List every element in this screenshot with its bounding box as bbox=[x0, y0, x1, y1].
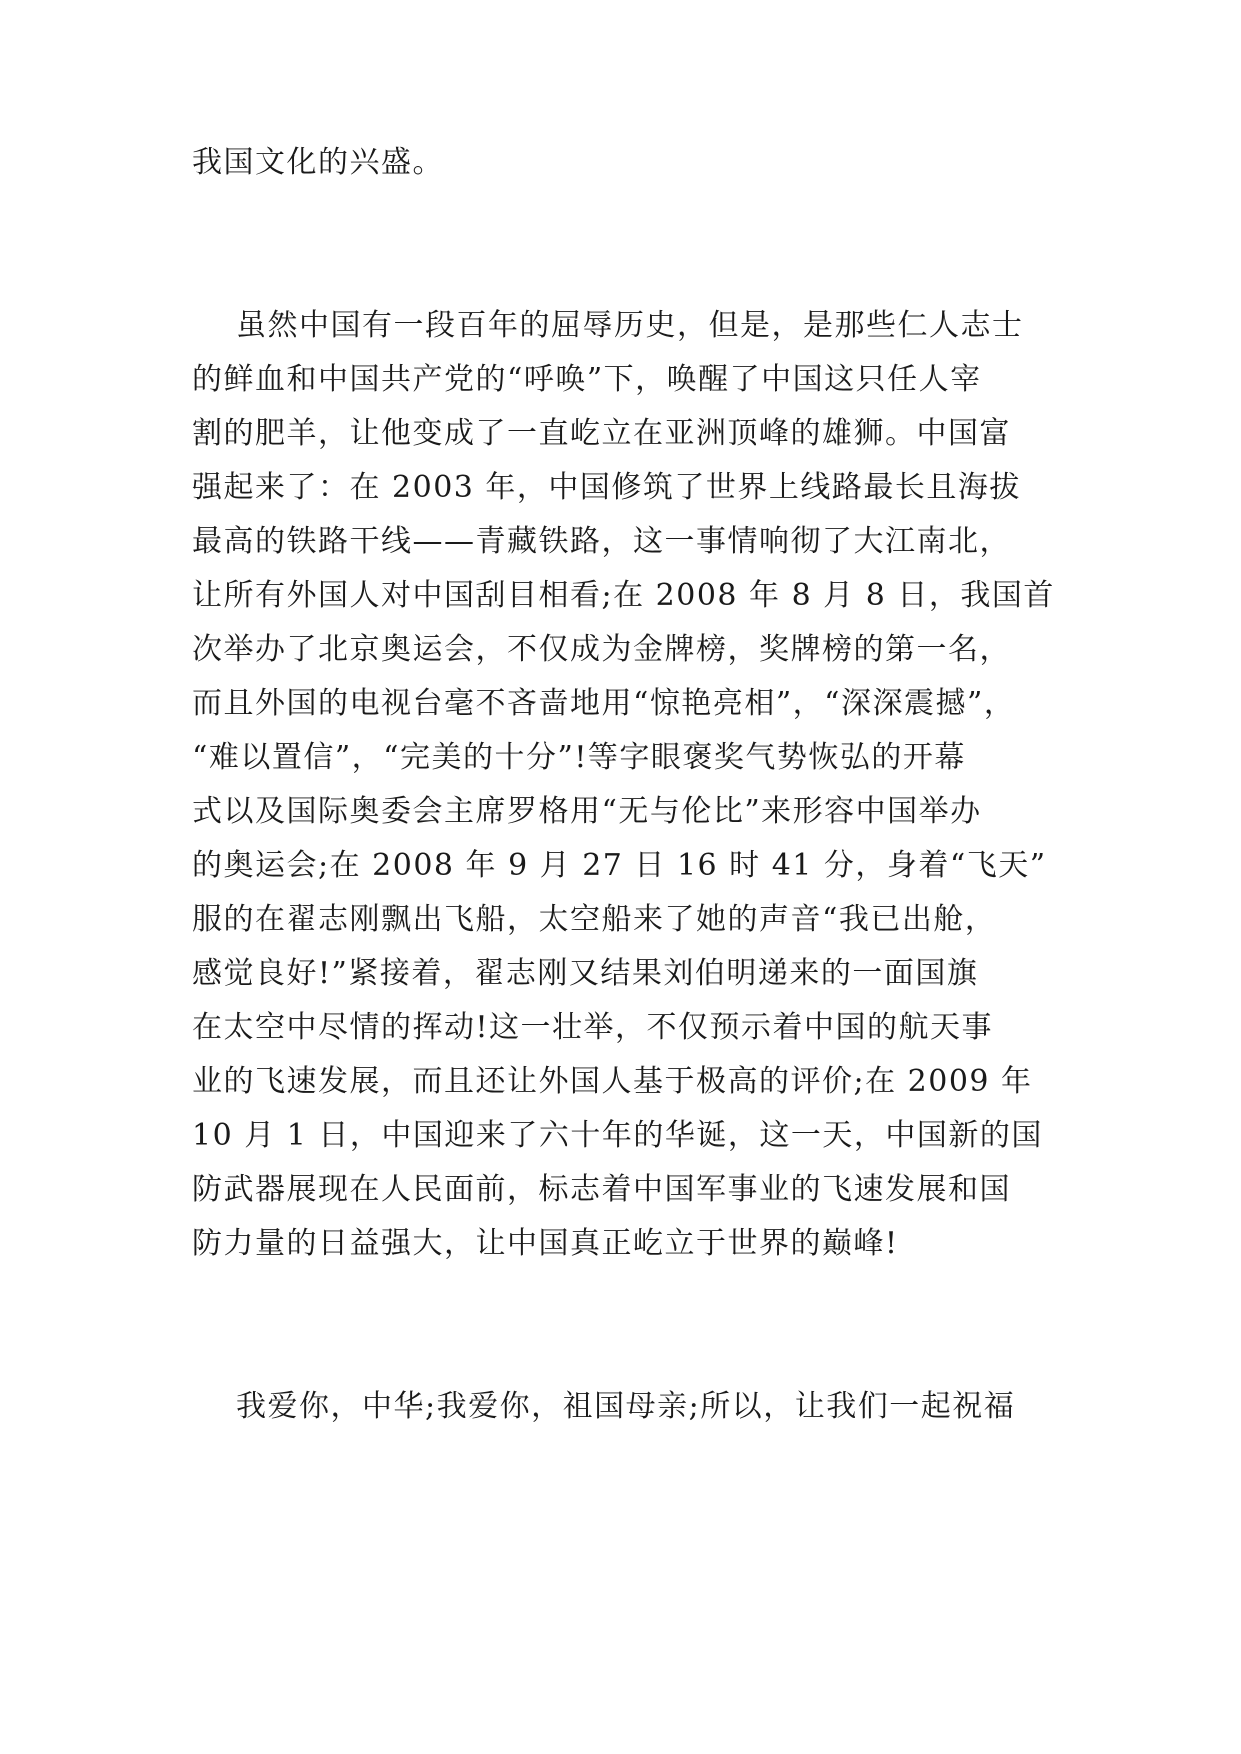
paragraph-line: 服的在翟志刚飘出飞船，太空船来了她的声音“我已出舱， bbox=[192, 902, 997, 937]
paragraph-line: 次举办了北京奥运会，不仅成为金牌榜，奖牌榜的第一名， bbox=[192, 632, 1011, 667]
paragraph-line: 防力量的日益强大，让中国真正屹立于世界的巅峰! bbox=[192, 1226, 899, 1261]
paragraph-line: 割的肥羊，让他变成了一直屹立在亚洲顶峰的雄狮。中国富 bbox=[192, 416, 1011, 451]
paragraph-line: 我爱你，中华;我爱你，祖国母亲;所以，让我们一起祝福 bbox=[236, 1389, 1016, 1424]
paragraph-line: 虽然中国有一段百年的屈辱历史，但是，是那些仁人志士 bbox=[236, 308, 1024, 343]
paragraph-line: 的鲜血和中国共产党的“呼唤”下，唤醒了中国这只任人宰 bbox=[192, 362, 982, 397]
paragraph-line: 强起来了：在 2003 年，中国修筑了世界上线路最长且海拔 bbox=[192, 470, 1021, 505]
paragraph-line: 感觉良好!”紧接着，翟志刚又结果刘伯明递来的一面国旗 bbox=[192, 956, 979, 991]
paragraph-line: 在太空中尽情的挥动!这一壮举，不仅预示着中国的航天事 bbox=[192, 1010, 994, 1045]
paragraph-line: 10 月 1 日，中国迎来了六十年的华诞，这一天，中国新的国 bbox=[192, 1118, 1043, 1153]
paragraph-line: 防武器展现在人民面前，标志着中国军事业的飞速发展和国 bbox=[192, 1172, 1011, 1207]
paragraph-line: 而且外国的电视台毫不吝啬地用“惊艳亮相”，“深深震撼”， bbox=[192, 686, 1016, 721]
paragraph-line: 最高的铁路干线——青藏铁路，这一事情响彻了大江南北， bbox=[192, 524, 1011, 559]
paragraph-line: 的奥运会;在 2008 年 9 月 27 日 16 时 41 分，身着“飞天” bbox=[192, 848, 1047, 883]
paragraph-line: “难以置信”，“完美的十分”!等字眼褒奖气势恢弘的开幕 bbox=[192, 740, 966, 775]
paragraph-line: 业的飞速发展，而且还让外国人基于极高的评价;在 2009 年 bbox=[192, 1064, 1033, 1099]
paragraph-line: 式以及国际奥委会主席罗格用“无与伦比”来形容中国举办 bbox=[192, 794, 982, 829]
opening-line: 我国文化的兴盛。 bbox=[192, 145, 444, 180]
paragraph-line: 让所有外国人对中国刮目相看;在 2008 年 8 月 8 日，我国首 bbox=[192, 578, 1055, 613]
